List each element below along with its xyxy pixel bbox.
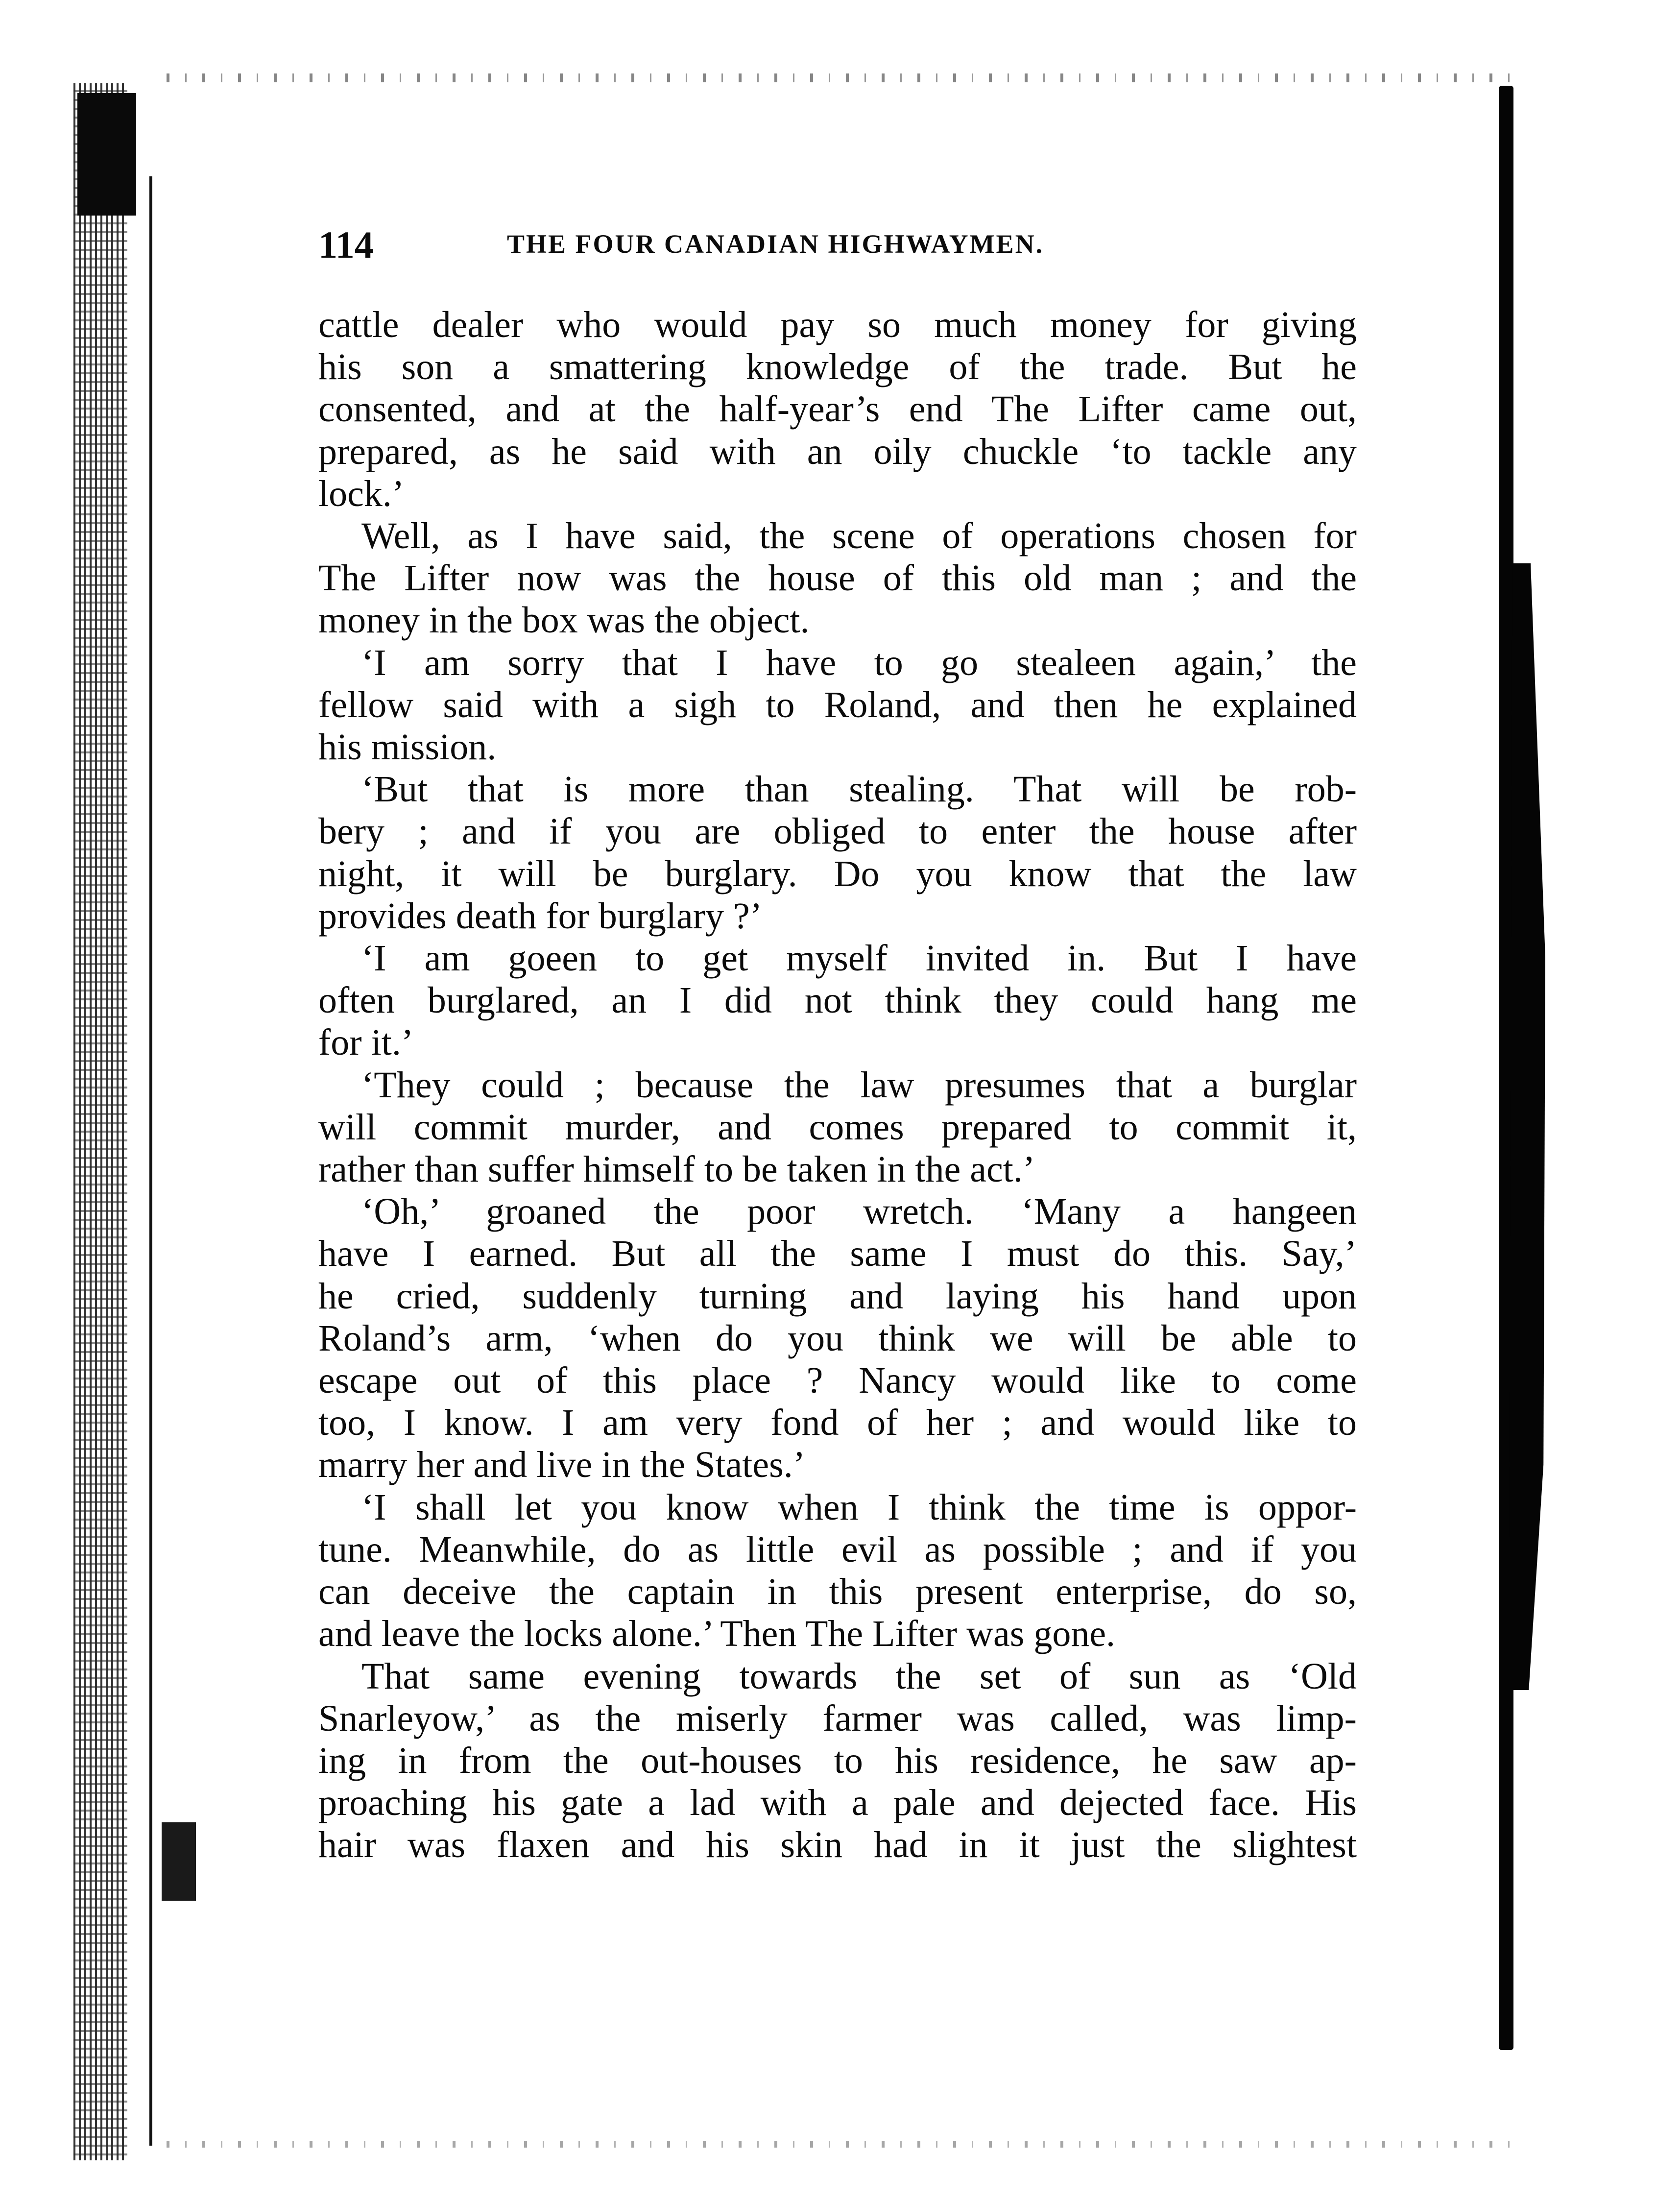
text-line: hair was flaxen and his skin had in it just the slightest xyxy=(318,1824,1357,1866)
text-line: can deceive the captain in this present enterprise, do so, xyxy=(318,1571,1357,1613)
text-line: his mission. xyxy=(318,726,497,768)
text-line: night, it will be burglary. Do you know that the law xyxy=(318,853,1357,895)
text-line: cattle dealer who would pay so much money for giving xyxy=(318,304,1357,345)
text-line: for it.’ xyxy=(318,1022,414,1064)
running-head-title: THE FOUR CANADIAN HIGHWAYMEN. xyxy=(507,229,1044,259)
text-line: The Lifter now was the house of this old man ; and the xyxy=(318,557,1357,599)
scan-bottom-edge-noise xyxy=(167,2141,1513,2148)
text-line: bery ; and if you are obliged to enter the house after xyxy=(318,811,1357,852)
text-line: his son a smattering knowledge of the trade. But he xyxy=(318,346,1357,388)
text-line: have I earned. But all the same I must do this. Say,’ xyxy=(318,1233,1357,1275)
text-line: marry her and live in the States.’ xyxy=(318,1444,806,1486)
text-line: money in the box was the object. xyxy=(318,600,810,641)
text-line: too, I know. I am very fond of her ; and would like to xyxy=(318,1402,1357,1444)
text-line: escape out of this place ? Nancy would like to come xyxy=(318,1360,1357,1402)
text-line: he cried, suddenly turning and laying his hand upon xyxy=(318,1275,1357,1317)
text-line: ‘I am goeen to get myself invited in. But I have xyxy=(361,938,1357,979)
text-line: fellow said with a sigh to Roland, and then he explained xyxy=(318,684,1357,726)
scan-binding-shadow xyxy=(77,93,136,216)
text-line: tune. Meanwhile, do as little evil as possible ; and if you xyxy=(318,1528,1357,1570)
scan-right-edge-shadow xyxy=(1509,563,1545,1690)
text-line: proaching his gate a lad with a pale and dejected face. His xyxy=(318,1782,1357,1824)
text-line: and leave the locks alone.’ Then The Lifter was gone. xyxy=(318,1613,1116,1655)
text-line: ing in from the out-houses to his residence, he saw ap- xyxy=(318,1740,1357,1781)
text-line: That same evening towards the set of sun as ‘Old xyxy=(361,1655,1357,1697)
text-line: ‘Oh,’ groaned the poor wretch. ‘Many a hangeen xyxy=(361,1191,1357,1233)
scan-binding-line xyxy=(149,176,152,2146)
text-line: consented, and at the half-year’s end The Lifter came out, xyxy=(318,388,1357,430)
text-line: prepared, as he said with an oily chuckle ‘to tackle any xyxy=(318,431,1357,472)
text-line: Well, as I have said, the scene of operations chosen for xyxy=(361,515,1357,557)
text-line: ‘They could ; because the law presumes that a burglar xyxy=(361,1064,1357,1106)
text-line: provides death for burglary ?’ xyxy=(318,895,763,937)
text-line: will commit murder, and comes prepared to commit it, xyxy=(318,1106,1357,1148)
text-line: lock.’ xyxy=(318,473,405,514)
body-text xyxy=(318,304,1357,1866)
text-line: ‘But that is more than stealing. That will be rob- xyxy=(361,769,1357,810)
scan-binding-edge xyxy=(73,83,127,2160)
text-line: ‘I am sorry that I have to go stealeen again,’ the xyxy=(361,642,1357,683)
scan-top-edge-noise xyxy=(167,73,1513,82)
text-line: often burglared, an I did not think they could hang me xyxy=(318,980,1357,1021)
running-head xyxy=(318,223,1362,267)
page-number: 114 xyxy=(318,223,374,266)
text-line: Roland’s arm, ‘when do you think we will be able to xyxy=(318,1317,1357,1359)
text-line: ‘I shall let you know when I think the time is oppor- xyxy=(361,1486,1357,1528)
text-line: rather than suffer himself to be taken in the act.’ xyxy=(318,1149,1035,1190)
text-line: Snarleyow,’ as the miserly farmer was called, was limp- xyxy=(318,1697,1357,1739)
scan-binding-shadow-lower xyxy=(162,1822,196,1901)
